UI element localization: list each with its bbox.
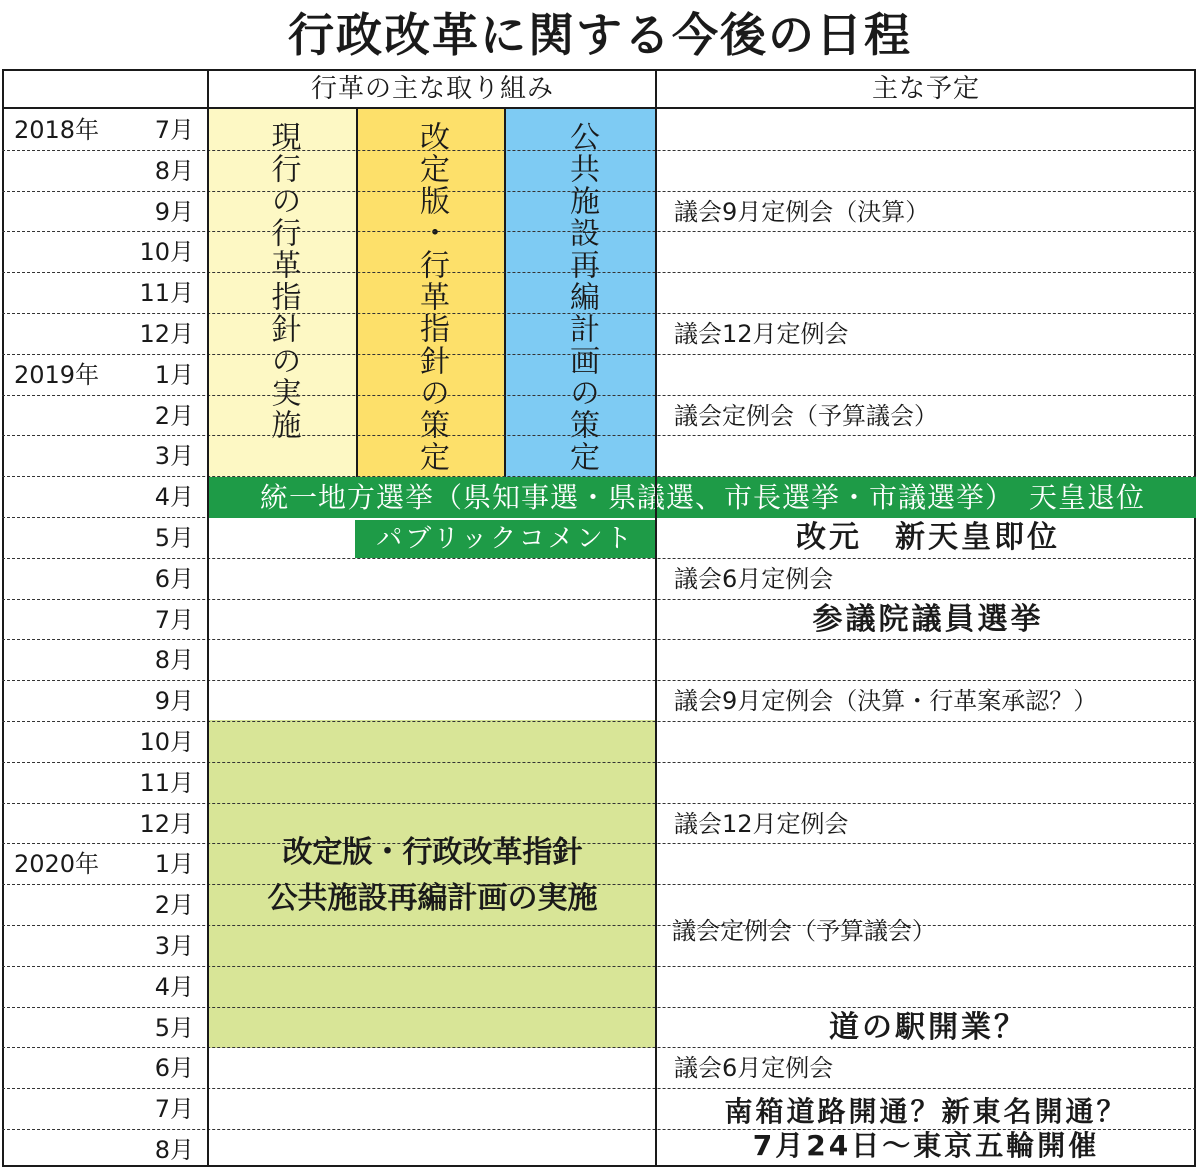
event-jul-aug-2020-line2: 7月24日～東京五輪開催 <box>752 1129 1100 1162</box>
implementation-label-line1: 改定版・行政改革指針 <box>282 835 583 870</box>
table-row <box>2 109 1196 150</box>
table-row <box>2 639 1196 680</box>
row-month: 8月 <box>154 1136 194 1164</box>
row-month: 6月 <box>154 1054 194 1083</box>
divider-month-column <box>207 69 209 1167</box>
row-event: 議会12月定例会 <box>674 809 849 838</box>
table-row <box>2 150 1196 191</box>
event-jul-aug-2020 <box>656 1095 1196 1163</box>
implementation-label-line2: 公共施設再編計画の実施 <box>267 881 598 916</box>
row-month: 7月 <box>154 605 194 634</box>
table-row <box>2 762 1196 803</box>
table-row <box>2 558 1196 599</box>
row-event: 議会6月定例会 <box>674 564 834 593</box>
current-guideline-label: 現行の行革指針の実施 <box>265 121 301 441</box>
row-event: 道の駅開業？ <box>829 1009 1027 1045</box>
row-event: 議会9月定例会（決算） <box>674 197 930 226</box>
header-actions: 行革の主な取り組み <box>310 74 554 104</box>
row-month: 7月 <box>154 1095 194 1124</box>
row-month: 5月 <box>154 1013 194 1042</box>
row-month: 3月 <box>154 442 194 471</box>
divider-schedule-column <box>655 69 657 1167</box>
row-month: 7月 <box>154 116 194 144</box>
row-event: 議会定例会（予算議会） <box>674 401 938 430</box>
row-month: 10月 <box>139 728 194 756</box>
row-event: 議会9月定例会（決算・行革案承認？） <box>674 687 1098 716</box>
row-month: 9月 <box>154 197 194 226</box>
row-month: 9月 <box>154 687 194 716</box>
row-event: 参議院議員選挙 <box>812 601 1044 637</box>
table-row <box>2 231 1196 272</box>
row-event: 改元 新天皇即位 <box>796 520 1060 555</box>
table-row <box>2 680 1196 721</box>
election-band <box>209 477 1196 518</box>
row-month: 11月 <box>139 768 194 797</box>
row-month: 1月 <box>154 360 194 389</box>
header-schedule: 主な予定 <box>871 74 980 104</box>
row-month: 10月 <box>139 238 194 267</box>
implementation-label <box>209 830 656 922</box>
row-month: 6月 <box>154 564 194 593</box>
row-year: 2019年 <box>14 360 100 389</box>
public-comment-band: パブリックコメント <box>355 520 656 558</box>
row-month: 12月 <box>139 320 194 348</box>
row-month: 4月 <box>154 972 194 1001</box>
row-year: 2018年 <box>14 116 100 144</box>
row-event: 議会6月定例会 <box>674 1054 834 1083</box>
table-row <box>2 354 1196 395</box>
row-month: 3月 <box>154 932 194 960</box>
row-month: 2月 <box>154 401 194 430</box>
event-feb-2020: 議会定例会（予算議会） <box>672 917 936 945</box>
page-title: 行政改革に関する今後の日程 <box>288 8 912 62</box>
row-month: 2月 <box>154 891 194 920</box>
row-month: 5月 <box>154 524 194 552</box>
table-row <box>2 395 1196 436</box>
row-month: 11月 <box>139 279 194 308</box>
row-month: 12月 <box>139 809 194 838</box>
row-year: 2020年 <box>14 850 100 879</box>
table-row <box>2 721 1196 762</box>
table-row <box>2 191 1196 232</box>
event-jul-aug-2020-line1: 南箱道路開通？新東名開通？ <box>724 1095 1128 1128</box>
row-month: 8月 <box>154 156 194 185</box>
table-row <box>2 435 1196 476</box>
row-month: 4月 <box>154 483 194 512</box>
table-row <box>2 599 1196 640</box>
table-row <box>2 272 1196 313</box>
row-month: 1月 <box>154 850 194 879</box>
table-row <box>2 1047 1196 1088</box>
row-event: 議会12月定例会 <box>674 320 849 348</box>
facility-plan-label: 公共施設再編計画の策定 <box>564 121 599 473</box>
revised-guideline-label: 改定版・行革指針の策定 <box>414 121 449 473</box>
table-row <box>2 1007 1196 1048</box>
row-month: 8月 <box>154 646 194 675</box>
election-band-label: 統一地方選挙（県知事選・県議選、市長選挙・市議選挙） 天皇退位 <box>259 481 1145 514</box>
table-row <box>2 313 1196 354</box>
table-row <box>2 966 1196 1007</box>
